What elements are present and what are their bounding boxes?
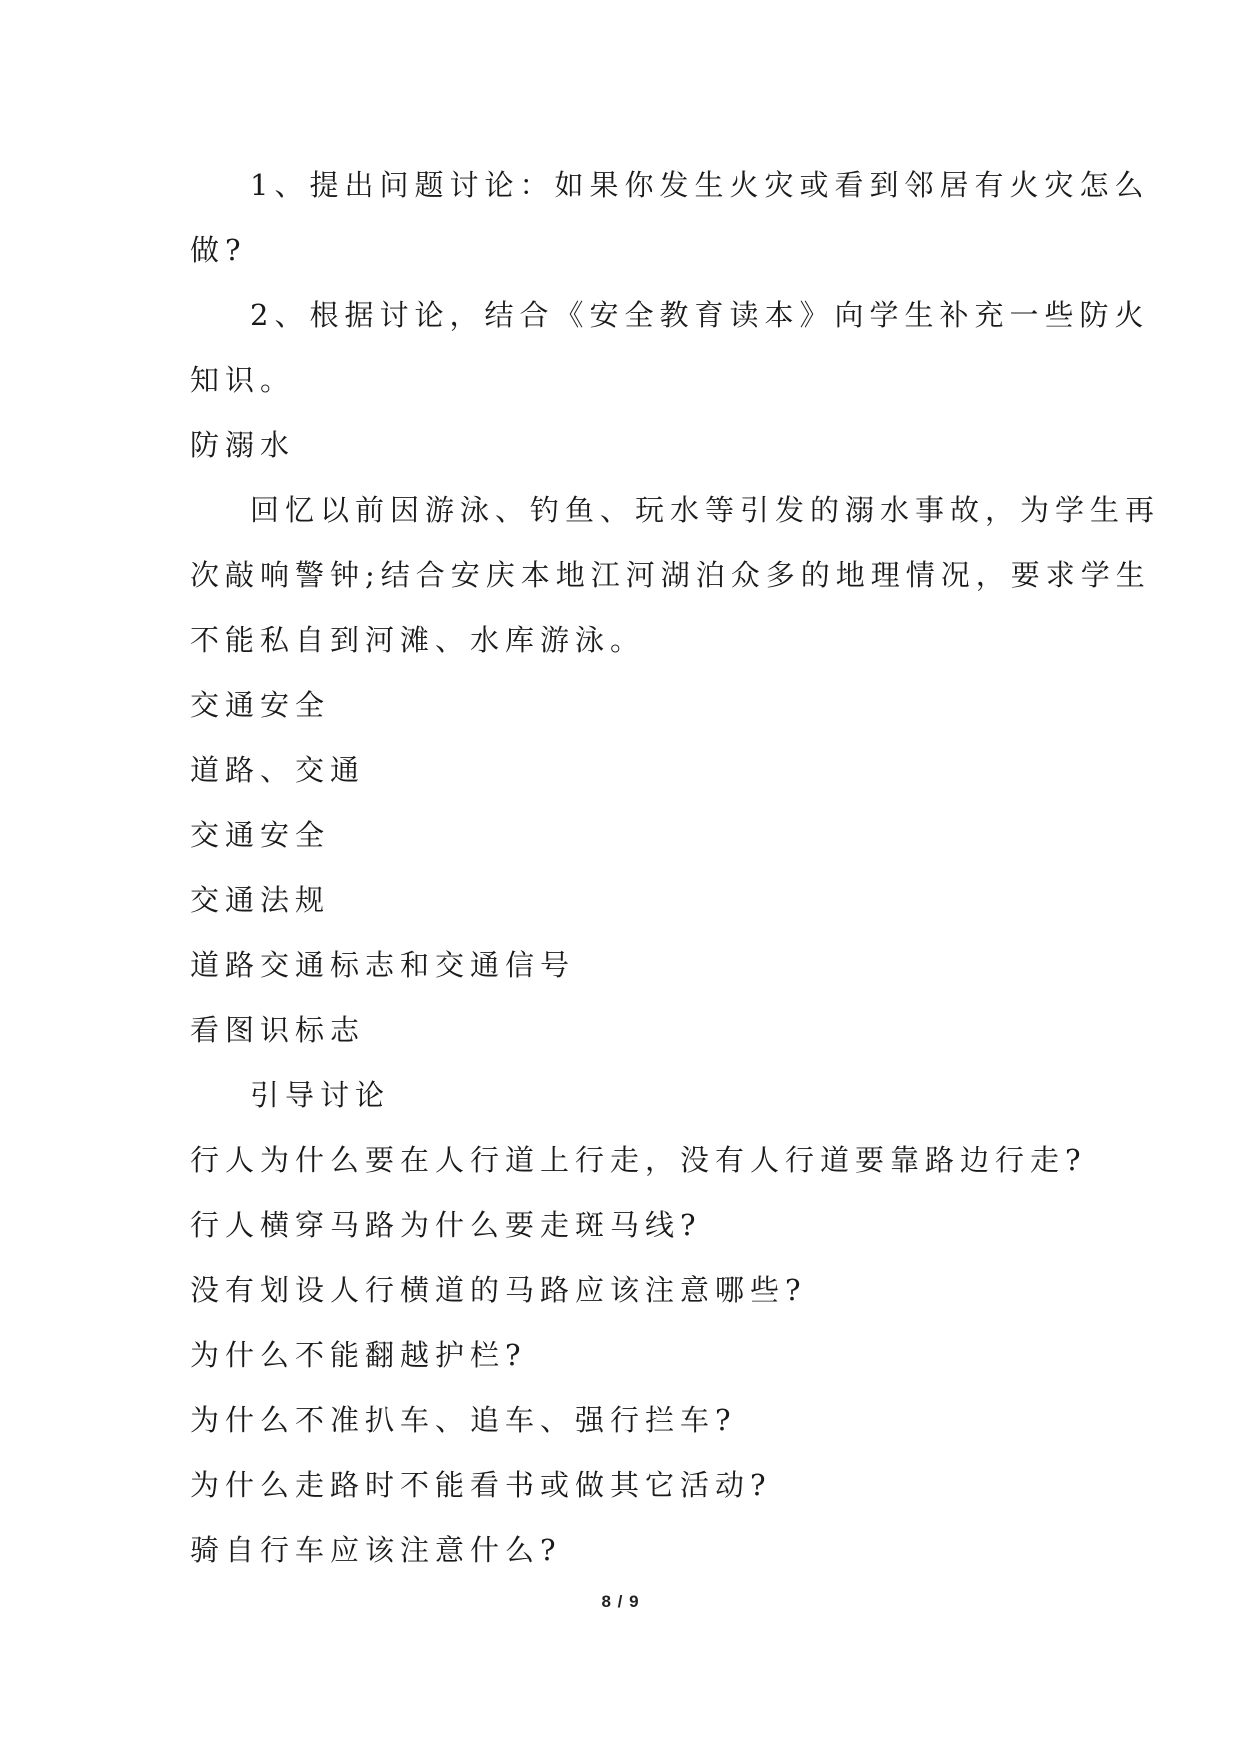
paragraph-line: 2、根据讨论，结合《安全教育读本》向学生补充一些防火: [250, 298, 1150, 332]
paragraph-line: 做?: [190, 233, 247, 267]
question-line: 为什么走路时不能看书或做其它活动?: [190, 1468, 772, 1502]
question-line: 没有划设人行横道的马路应该注意哪些?: [190, 1273, 807, 1307]
paragraph-line: 道路、交通: [190, 753, 366, 787]
paragraph-line: 1、提出问题讨论：如果你发生火灾或看到邻居有火灾怎么: [250, 168, 1150, 202]
paragraph-line: 交通法规: [190, 883, 331, 917]
section-heading: 交通安全: [190, 688, 331, 722]
paragraph-line: 引导讨论: [250, 1078, 391, 1112]
page-number: 8 / 9: [601, 1592, 640, 1611]
question-line: 行人横穿马路为什么要走斑马线?: [190, 1208, 702, 1242]
section-heading: 防溺水: [190, 428, 296, 462]
paragraph-line: 不能私自到河滩、水库游泳。: [190, 623, 646, 657]
paragraph-line: 交通安全: [190, 818, 331, 852]
question-line: 为什么不准扒车、追车、强行拦车?: [190, 1403, 737, 1437]
paragraph-line: 道路交通标志和交通信号: [190, 948, 576, 982]
paragraph-line: 知识。: [190, 363, 296, 397]
paragraph-line: 看图识标志: [190, 1013, 366, 1047]
paragraph-line: 回忆以前因游泳、钓鱼、玩水等引发的溺水事故，为学生再: [250, 493, 1161, 527]
question-line: 为什么不能翻越护栏?: [190, 1338, 527, 1372]
question-line: 骑自行车应该注意什么?: [190, 1533, 562, 1567]
question-line: 行人为什么要在人行道上行走，没有人行道要靠路边行走?: [190, 1143, 1087, 1177]
paragraph-line: 次敲响警钟;结合安庆本地江河湖泊众多的地理情况，要求学生: [190, 558, 1151, 592]
